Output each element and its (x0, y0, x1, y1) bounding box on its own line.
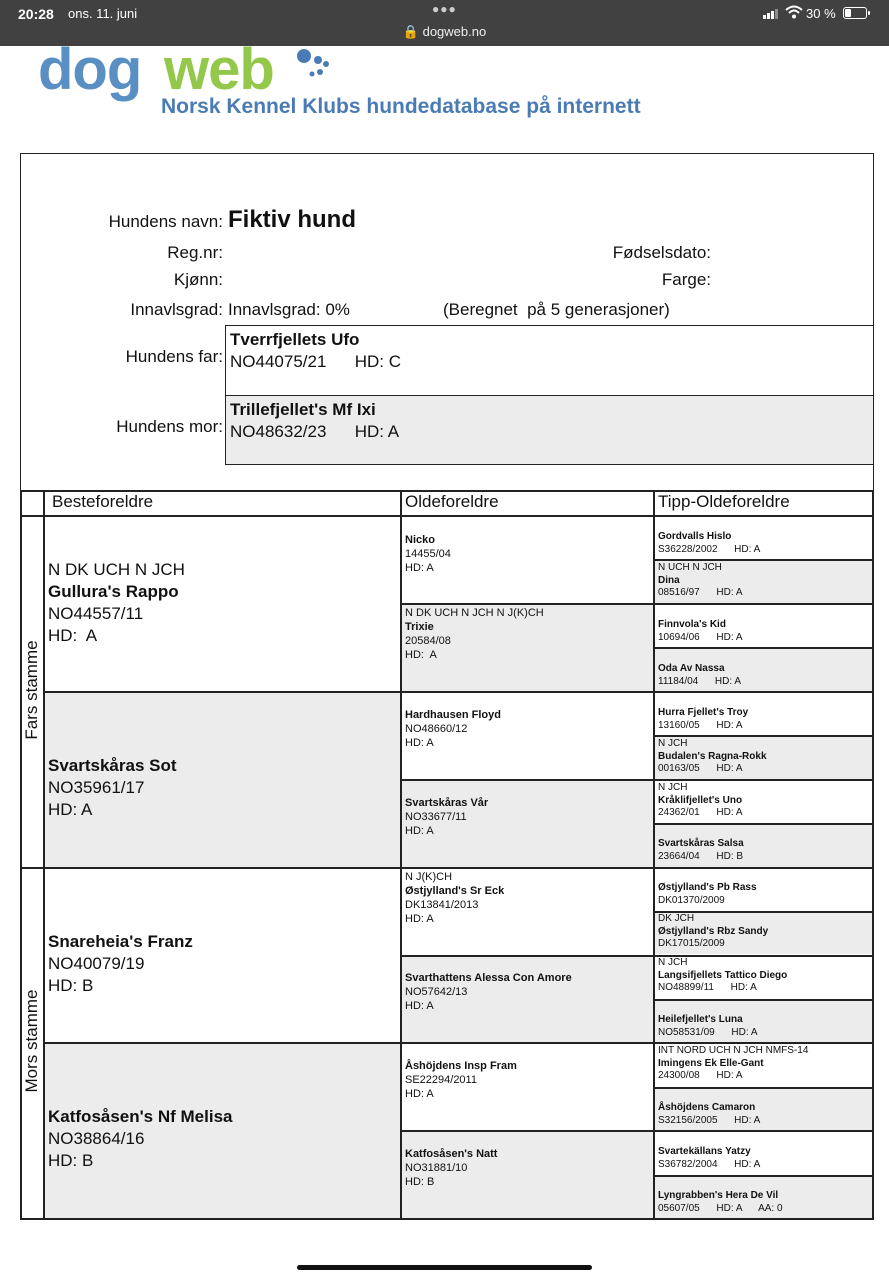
great-grandparent-cell[interactable] (405, 1147, 497, 1189)
ggg-cell[interactable] (658, 531, 760, 556)
ggg-info: NO58531/09 HD: A (658, 1026, 758, 1038)
birth-date-label: Fødselsdato: (612, 243, 711, 262)
ggg-cell[interactable] (658, 1045, 808, 1083)
ggg-info: S32156/2005 HD: A (658, 1114, 761, 1126)
grandparent-name[interactable]: Snareheia's Franz (48, 932, 193, 951)
logo-word-dog: dog (38, 37, 142, 102)
ggg-name[interactable]: Svartskåras Salsa (658, 838, 744, 849)
ggg-name[interactable]: Lyngrabben's Hera De Vil (658, 1190, 779, 1201)
grandparent-cell[interactable] (48, 931, 193, 997)
great-grandparent-title: N J(K)CH (405, 871, 453, 883)
great-grandparent-name[interactable]: Katfosåsen's Natt (405, 1148, 498, 1160)
father-name[interactable]: Tverrfjellets Ufo (230, 330, 360, 349)
address-url: dogweb.no (422, 24, 487, 39)
grandparent-hd: HD: A (48, 626, 98, 645)
grandparent-cell[interactable] (48, 559, 185, 647)
ggg-cell[interactable] (658, 1014, 758, 1039)
dogweb-logo[interactable] (36, 37, 656, 125)
great-grandparent-cell[interactable] (405, 870, 504, 926)
ggg-title: N JCH (658, 738, 688, 749)
great-grandparent-cell[interactable] (405, 606, 544, 662)
ggg-cell[interactable] (658, 882, 757, 907)
grandparent-reg: NO40079/19 (48, 954, 145, 973)
ggg-info: 00163/05 HD: A (658, 763, 743, 774)
mother-label: Hundens mor: (116, 417, 223, 436)
ggg-name[interactable]: Langsifjellets Tattico Diego (658, 969, 788, 981)
great-grandparent-reg: 20584/08 (405, 635, 451, 647)
ggg-info: 05607/05 HD: A AA: 0 (658, 1202, 783, 1214)
logo-word-web: web (164, 37, 274, 102)
ggg-cell[interactable] (658, 1190, 783, 1215)
great-grandparent-reg: DK13841/2013 (405, 899, 479, 911)
ggg-info: DK01370/2009 (658, 894, 725, 906)
ggg-cell[interactable] (658, 738, 767, 776)
great-grandparent-hd: HD: A (405, 737, 434, 749)
ggg-title: N UCH N JCH (658, 562, 722, 573)
side-label-fathers-line: Fars stamme (22, 640, 41, 740)
great-grandparent-cell[interactable] (405, 971, 572, 1013)
ggg-name[interactable]: Dina (658, 574, 680, 586)
great-grandparent-hd: HD: A (405, 1088, 434, 1100)
header-grandparents: Besteforeldre (52, 492, 154, 511)
inbreeding-label: Innavlsgrad: (130, 300, 223, 319)
father-label: Hundens far: (125, 347, 223, 366)
grandparent-name[interactable]: Svartskåras Sot (48, 756, 177, 775)
color-label: Farge: (661, 270, 711, 289)
ggg-name[interactable]: Budalen's Ragna-Rokk (658, 750, 767, 762)
grandparent-title: N DK UCH N JCH (48, 560, 185, 579)
great-grandparent-cell[interactable] (405, 708, 501, 750)
ggg-name[interactable]: Østjylland's Pb Rass (658, 882, 757, 893)
father-info: NO44075/21 HD: C (230, 352, 402, 371)
grandparent-reg: NO35961/17 (48, 778, 145, 797)
grandparent-hd: HD: A (48, 800, 93, 819)
sex-label: Kjønn: (173, 270, 223, 289)
ggg-cell[interactable] (658, 913, 768, 951)
ggg-name[interactable]: Imingens Ek Elle-Gant (658, 1057, 764, 1069)
lock-icon: 🔒 (402, 24, 419, 39)
ggg-info: 10694/06 HD: A (658, 631, 743, 643)
side-label-mothers-line: Mors stamme (22, 989, 41, 1093)
header-great-great-grandparents: Tipp-Oldeforeldre (658, 492, 790, 511)
great-grandparent-reg: NO33677/11 (405, 811, 467, 823)
mother-name[interactable]: Trillefjellet's Mf Ixi (230, 400, 376, 419)
ggg-info: 13160/05 HD: A (658, 719, 743, 731)
status-time: 20:28 (18, 6, 54, 22)
great-grandparent-hd: HD: B (405, 1176, 435, 1188)
ggg-name[interactable]: Åshöjdens Camaron (658, 1102, 756, 1113)
great-grandparent-name[interactable]: Nicko (405, 534, 435, 546)
ggg-name[interactable]: Kråklifjellet's Uno (658, 794, 743, 806)
status-date: ons. 11. juni (68, 6, 138, 21)
header-great-grandparents: Oldeforeldre (405, 492, 499, 511)
great-grandparent-hd: HD: A (405, 649, 437, 661)
grandparent-cell[interactable] (48, 1106, 233, 1172)
ggg-cell[interactable] (658, 562, 743, 600)
grandparent-hd: HD: B (48, 976, 94, 995)
great-grandparent-name[interactable]: Østjylland's Sr Eck (405, 885, 505, 897)
ggg-cell[interactable] (658, 1146, 760, 1171)
grandparent-name[interactable]: Gullura's Rappo (48, 582, 179, 601)
ggg-info: 24362/01 HD: A (658, 807, 743, 818)
ggg-cell[interactable] (658, 663, 741, 688)
reg-label: Reg.nr: (167, 243, 223, 262)
great-grandparent-cell[interactable] (405, 533, 451, 575)
ggg-name[interactable]: Finnvola's Kid (658, 619, 726, 630)
grandparent-hd: HD: B (48, 1151, 94, 1170)
great-grandparent-cell[interactable] (405, 796, 488, 838)
grandparent-name[interactable]: Katfosåsen's Nf Melisa (48, 1107, 233, 1126)
dog-name: Fiktiv hund (228, 206, 356, 233)
ggg-cell[interactable] (658, 619, 743, 644)
inbreeding-note: (Beregnet på 5 generasjoner) (443, 300, 670, 319)
ggg-info: S36228/2002 HD: A (658, 543, 761, 555)
pedigree-grid (20, 490, 874, 1220)
ggg-title: N JCH (658, 782, 688, 793)
cellular-signal-icon (763, 8, 781, 19)
ggg-title: DK JCH (658, 913, 695, 924)
ggg-cell[interactable] (658, 838, 744, 863)
grandparent-cell[interactable] (48, 755, 177, 821)
great-grandparent-name[interactable]: Hardhausen Floyd (405, 709, 501, 721)
ggg-name[interactable]: Hurra Fjellet's Troy (658, 707, 749, 718)
grandparent-reg: NO38864/16 (48, 1129, 145, 1148)
father-box[interactable] (225, 325, 874, 396)
great-grandparent-name[interactable]: Åshöjdens Insp Fram (405, 1060, 517, 1072)
ggg-title: N JCH (658, 957, 688, 968)
ggg-cell[interactable] (658, 957, 787, 995)
great-grandparent-name[interactable]: Trixie (405, 621, 434, 633)
great-grandparent-cell[interactable] (405, 1059, 517, 1101)
ggg-name[interactable]: Gordvalls Hislo (658, 531, 732, 542)
great-grandparent-reg: NO57642/13 (405, 986, 468, 998)
logo-tagline: Norsk Kennel Klubs hundedatabase på internett (161, 95, 641, 118)
battery-icon (843, 7, 867, 19)
mother-box[interactable] (225, 395, 874, 465)
ggg-cell[interactable] (658, 782, 743, 820)
great-grandparent-reg: NO48660/12 (405, 723, 468, 735)
ggg-info: NO48899/11 HD: A (658, 982, 757, 993)
wifi-icon (785, 5, 803, 19)
ggg-info: 23664/04 HD: B (658, 850, 744, 862)
great-grandparent-hd: HD: A (405, 825, 434, 837)
ggg-name[interactable]: Svartekällans Yatzy (658, 1146, 751, 1157)
great-grandparent-hd: HD: A (405, 562, 434, 574)
ggg-name[interactable]: Oda Av Nassa (658, 663, 725, 674)
great-grandparent-reg: 14455/04 (405, 548, 451, 560)
inbreeding-value: Innavlsgrad: 0% (228, 300, 350, 319)
grandparent-reg: NO44557/11 (48, 604, 144, 623)
ggg-title: INT NORD UCH N JCH NMFS-14 (658, 1045, 809, 1056)
great-grandparent-reg: SE22294/2011 (405, 1074, 477, 1086)
great-grandparent-reg: NO31881/10 (405, 1162, 468, 1174)
battery-percentage: 30 % (806, 6, 836, 21)
bubbles-icon (294, 44, 344, 84)
ggg-name[interactable]: Østjylland's Rbz Sandy (658, 925, 769, 937)
dog-name-label: Hundens navn: (108, 212, 223, 231)
ggg-cell[interactable] (658, 707, 748, 732)
mother-info: NO48632/23 HD: A (230, 422, 400, 441)
ggg-info: 24300/08 HD: A (658, 1070, 743, 1081)
great-grandparent-hd: HD: A (405, 1000, 434, 1012)
great-grandparent-name[interactable]: Svartskåras Vår (405, 797, 489, 809)
ggg-info: 11184/04 HD: A (658, 675, 742, 687)
great-grandparent-title: N DK UCH N JCH N J(K)CH (405, 607, 544, 619)
great-grandparent-hd: HD: A (405, 913, 434, 925)
ggg-cell[interactable] (658, 1102, 760, 1127)
home-indicator[interactable] (297, 1265, 592, 1270)
ggg-name[interactable]: Heilefjellet's Luna (658, 1014, 743, 1025)
ggg-info: DK17015/2009 (658, 938, 725, 949)
great-grandparent-name[interactable]: Svarthattens Alessa Con Amore (405, 972, 572, 984)
ggg-info: 08516/97 HD: A (658, 587, 743, 598)
more-dots-icon[interactable]: ●●● (432, 2, 457, 16)
ggg-info: S36782/2004 HD: A (658, 1158, 761, 1170)
